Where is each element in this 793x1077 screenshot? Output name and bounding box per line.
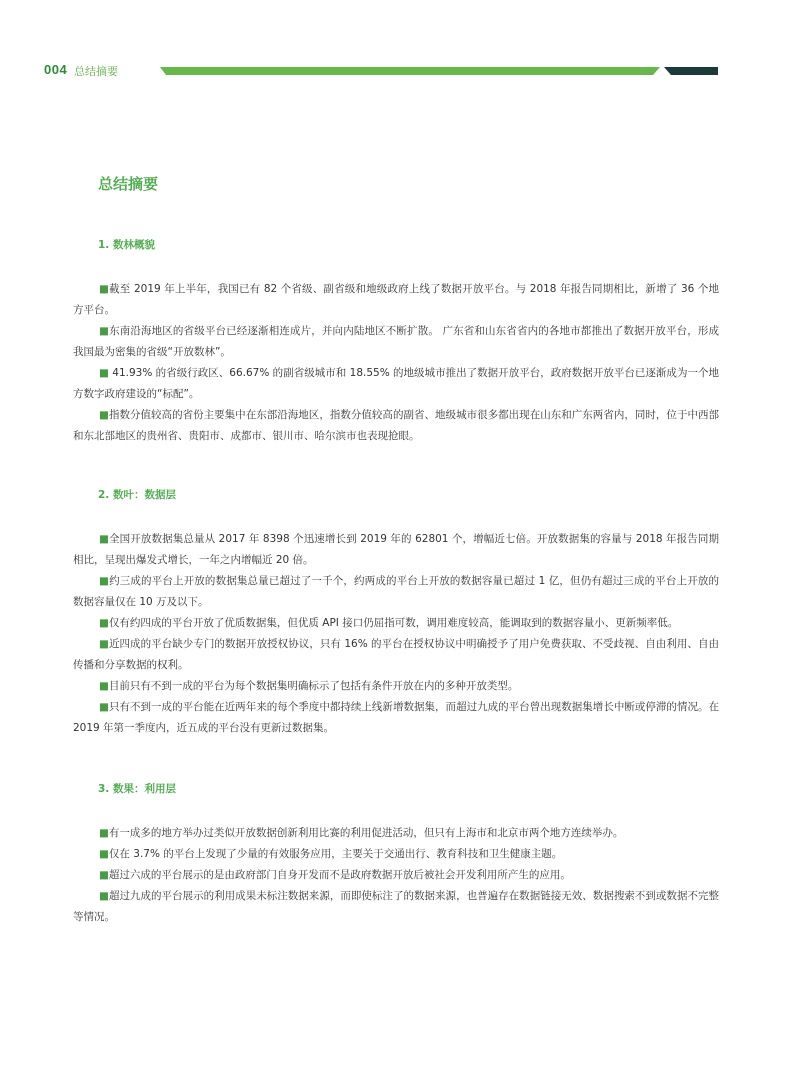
paragraph: ■约三成的平台上开放的数据集总量已超过了一千个，约两成的平台上开放的数据容量已超过 1 亿，但仍有超过三成的平台上开放的数据容量仅在 10 万及以下。 (73, 575, 719, 608)
header-bar-green (160, 67, 660, 75)
paragraph: ■超过九成的平台展示的利用成果未标注数据来源，而即使标注了的数据来源，也普遍存在数据链接无效、数据搜索不到或数据不完整等情况。 (73, 890, 720, 923)
bullet-square-icon: ■ (99, 869, 109, 881)
page-title: 总结摘要 (98, 175, 159, 193)
section-1-body (73, 279, 719, 447)
paragraph: ■仅有约四成的平台开放了优质数据集，但优质 API 接口仍屈指可数，调用难度较高，能调取到的数据容量小、更新频率低。 (99, 617, 679, 629)
bullet-square-icon: ■ (99, 848, 109, 860)
paragraph: ■全国开放数据集总量从 2017 年 8398 个迅速增长到 2019 年的 62801 个，增幅近七倍。开放数据集的容量与 2018 年报告同期相比，呈现出爆发式增长，一年之内增幅近 20 倍。 (73, 533, 720, 566)
paragraph: ■只有不到一成的平台能在近两年来的每个季度中都持续上线新增数据集，而超过九成的平台曾出现数据集增长中断或停滞的情况。在 2019 年第一季度内，近五成的平台没有更新过数据集。 (73, 701, 720, 734)
section-heading-1: 1. 数林概貌 (98, 239, 155, 251)
section-2-body (73, 529, 719, 739)
bullet-square-icon: ■ (99, 617, 109, 629)
paragraph: ■有一成多的地方举办过类似开放数据创新利用比赛的利用促进活动，但只有上海市和北京市两个地方连续举办。 (99, 827, 624, 839)
bullet-square-icon: ■ (99, 533, 110, 545)
paragraph: ■ 41.93% 的省级行政区、66.67% 的副省级城市和 18.55% 的地级城市推出了数据开放平台，政府数据开放平台已逐渐成为一个地方数字政府建设的“标配”。 (73, 367, 719, 400)
bullet-square-icon: ■ (99, 890, 109, 902)
paragraph: ■仅在 3.7% 的平台上发现了少量的有效服务应用，主要关于交通出行、教育科技和卫生健康主题。 (99, 848, 563, 860)
header-bar-dark (664, 67, 718, 75)
section-3-body (73, 823, 719, 928)
bullet-square-icon: ■ (99, 575, 110, 587)
header-title: 总结摘要 (74, 65, 118, 78)
page-header (40, 62, 720, 78)
section-heading-2: 2. 数叶：数据层 (98, 489, 176, 501)
paragraph: ■指数分值较高的省份主要集中在东部沿海地区，指数分值较高的副省、地级城市很多都出现在山东和广东两省内，同时，位于中西部和东北部地区的贵州省、贵阳市、成都市、银川市、哈尔滨市也表现抢眼。 (73, 409, 720, 442)
paragraph: ■近四成的平台缺少专门的数据开放授权协议，只有 16% 的平台在授权协议中明确授予了用户免费获取、不受歧视、自由利用、自由传播和分享数据的权利。 (73, 638, 719, 671)
bullet-square-icon: ■ (99, 680, 109, 692)
paragraph: ■截至 2019 年上半年，我国已有 82 个省级、副省级和地级政府上线了数据开放平台。与 2018 年报告同期相比，新增了 36 个地方平台。 (73, 283, 720, 316)
paragraph: ■目前只有不到一成的平台为每个数据集明确标示了包括有条件开放在内的多种开放类型。 (99, 680, 519, 692)
bullet-square-icon: ■ (99, 325, 110, 337)
bullet-square-icon: ■ (99, 827, 109, 839)
paragraph: ■东南沿海地区的省级平台已经逐渐相连成片，并向内陆地区不断扩散。 广东省和山东省省内的各地市都推出了数据开放平台，形成我国最为密集的省级“开放数林”。 (73, 325, 720, 358)
bullet-square-icon: ■ (99, 638, 109, 650)
bullet-square-icon: ■ (99, 283, 110, 295)
bullet-square-icon: ■ (99, 701, 109, 713)
bullet-square-icon: ■ (99, 409, 109, 421)
page-number: 004 (44, 62, 68, 77)
bullet-square-icon: ■ (99, 367, 109, 379)
paragraph: ■超过六成的平台展示的是由政府部门自身开发而不是政府数据开放后被社会开发利用所产生的应用。 (99, 869, 571, 881)
section-heading-3: 3. 数果：利用层 (98, 783, 176, 795)
